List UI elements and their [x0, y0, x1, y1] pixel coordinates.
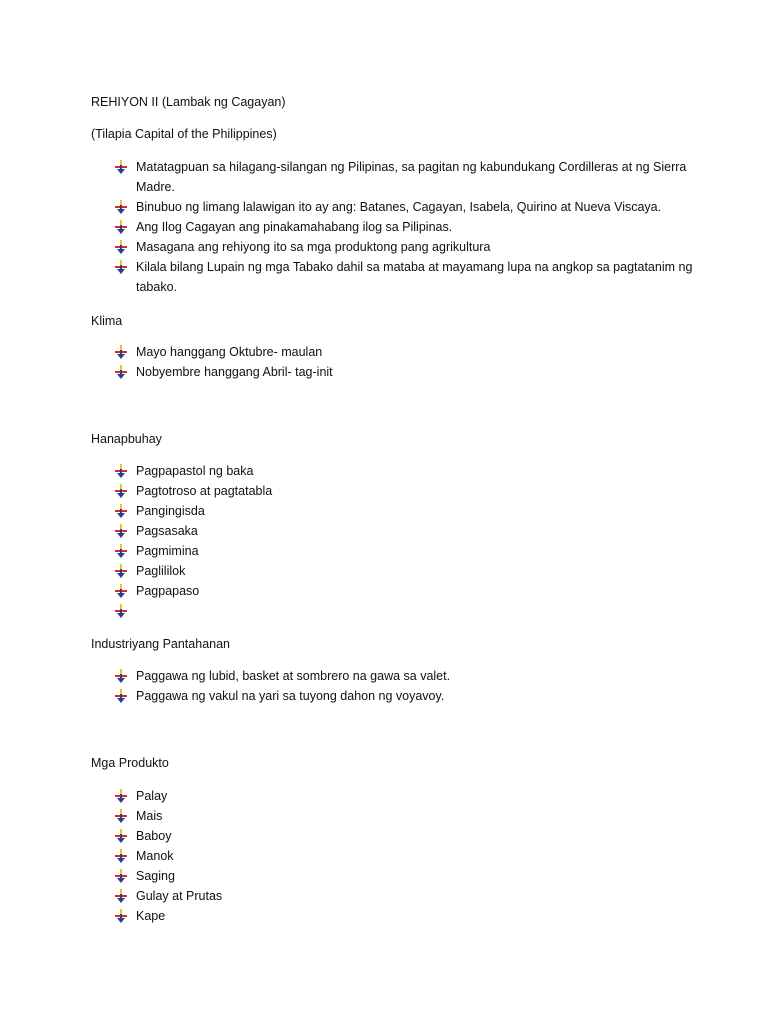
list-item: Matatagpuan sa hilagang-silangan ng Pilipinas, sa pagitan ng kabundukang Cordilleras at ng Sierra Madre.	[0, 157, 696, 197]
arrow-bullet-icon	[114, 909, 128, 923]
section-heading-klima: Klima	[91, 314, 123, 328]
arrow-bullet-icon	[114, 829, 128, 843]
arrow-bullet-icon	[114, 809, 128, 823]
list-item: Paggawa ng lubid, basket at sombrero na gawa sa valet.	[0, 666, 696, 686]
list-item: Pangingisda	[0, 501, 696, 521]
arrow-bullet-icon	[114, 240, 128, 254]
klima-list	[0, 342, 696, 382]
list-item: Saging	[0, 866, 696, 886]
list-item: Kilala bilang Lupain ng mga Tabako dahil sa mataba at mayamang lupa na angkop sa pagtatanim ng tabako.	[0, 257, 696, 297]
list-item: Pagpapaso	[0, 581, 696, 601]
list-item: Paglililok	[0, 561, 696, 581]
list-item: Pagsasaka	[0, 521, 696, 541]
industriya-list	[0, 666, 696, 706]
section-heading-produkto: Mga Produkto	[91, 756, 169, 770]
arrow-bullet-icon	[114, 889, 128, 903]
arrow-bullet-icon	[114, 160, 128, 174]
list-item: Pagpapastol ng baka	[0, 461, 696, 481]
arrow-bullet-icon	[114, 365, 128, 379]
document-title: REHIYON II (Lambak ng Cagayan)	[91, 95, 286, 109]
arrow-bullet-icon	[114, 869, 128, 883]
arrow-bullet-icon	[114, 689, 128, 703]
list-item: Gulay at Prutas	[0, 886, 696, 906]
list-item: Baboy	[0, 826, 696, 846]
arrow-bullet-icon	[114, 584, 128, 598]
arrow-bullet-icon	[114, 544, 128, 558]
arrow-bullet-icon	[114, 524, 128, 538]
list-item: Pagtotroso at pagtatabla	[0, 481, 696, 501]
list-item: Binubuo ng limang lalawigan ito ay ang: Batanes, Cagayan, Isabela, Quirino at Nueva Viscaya.	[0, 197, 696, 217]
intro-list	[0, 157, 696, 297]
arrow-bullet-icon	[114, 220, 128, 234]
section-heading-industriya: Industriyang Pantahanan	[91, 637, 230, 651]
list-item: Masagana ang rehiyong ito sa mga produktong pang agrikultura	[0, 237, 696, 257]
produkto-list	[0, 786, 696, 926]
arrow-bullet-icon	[114, 464, 128, 478]
arrow-bullet-icon	[114, 849, 128, 863]
arrow-bullet-icon	[114, 564, 128, 578]
list-item: Nobyembre hanggang Abril- tag-init	[0, 362, 696, 382]
arrow-bullet-icon	[114, 260, 128, 274]
list-item: Manok	[0, 846, 696, 866]
section-heading-hanapbuhay: Hanapbuhay	[91, 432, 162, 446]
arrow-bullet-icon	[114, 604, 128, 618]
list-item: Mayo hanggang Oktubre- maulan	[0, 342, 696, 362]
arrow-bullet-icon	[114, 200, 128, 214]
hanapbuhay-list	[0, 461, 696, 621]
arrow-bullet-icon	[114, 345, 128, 359]
arrow-bullet-icon	[114, 504, 128, 518]
list-item: Pagmimina	[0, 541, 696, 561]
list-item: Mais	[0, 806, 696, 826]
list-item: Palay	[0, 786, 696, 806]
list-item: Kape	[0, 906, 696, 926]
arrow-bullet-icon	[114, 669, 128, 683]
arrow-bullet-icon	[114, 484, 128, 498]
list-item: Paggawa ng vakul na yari sa tuyong dahon ng voyavoy.	[0, 686, 696, 706]
document-subtitle: (Tilapia Capital of the Philippines)	[91, 127, 277, 141]
arrow-bullet-icon	[114, 789, 128, 803]
list-item: Ang Ilog Cagayan ang pinakamahabang ilog sa Pilipinas.	[0, 217, 696, 237]
list-item	[0, 601, 696, 621]
